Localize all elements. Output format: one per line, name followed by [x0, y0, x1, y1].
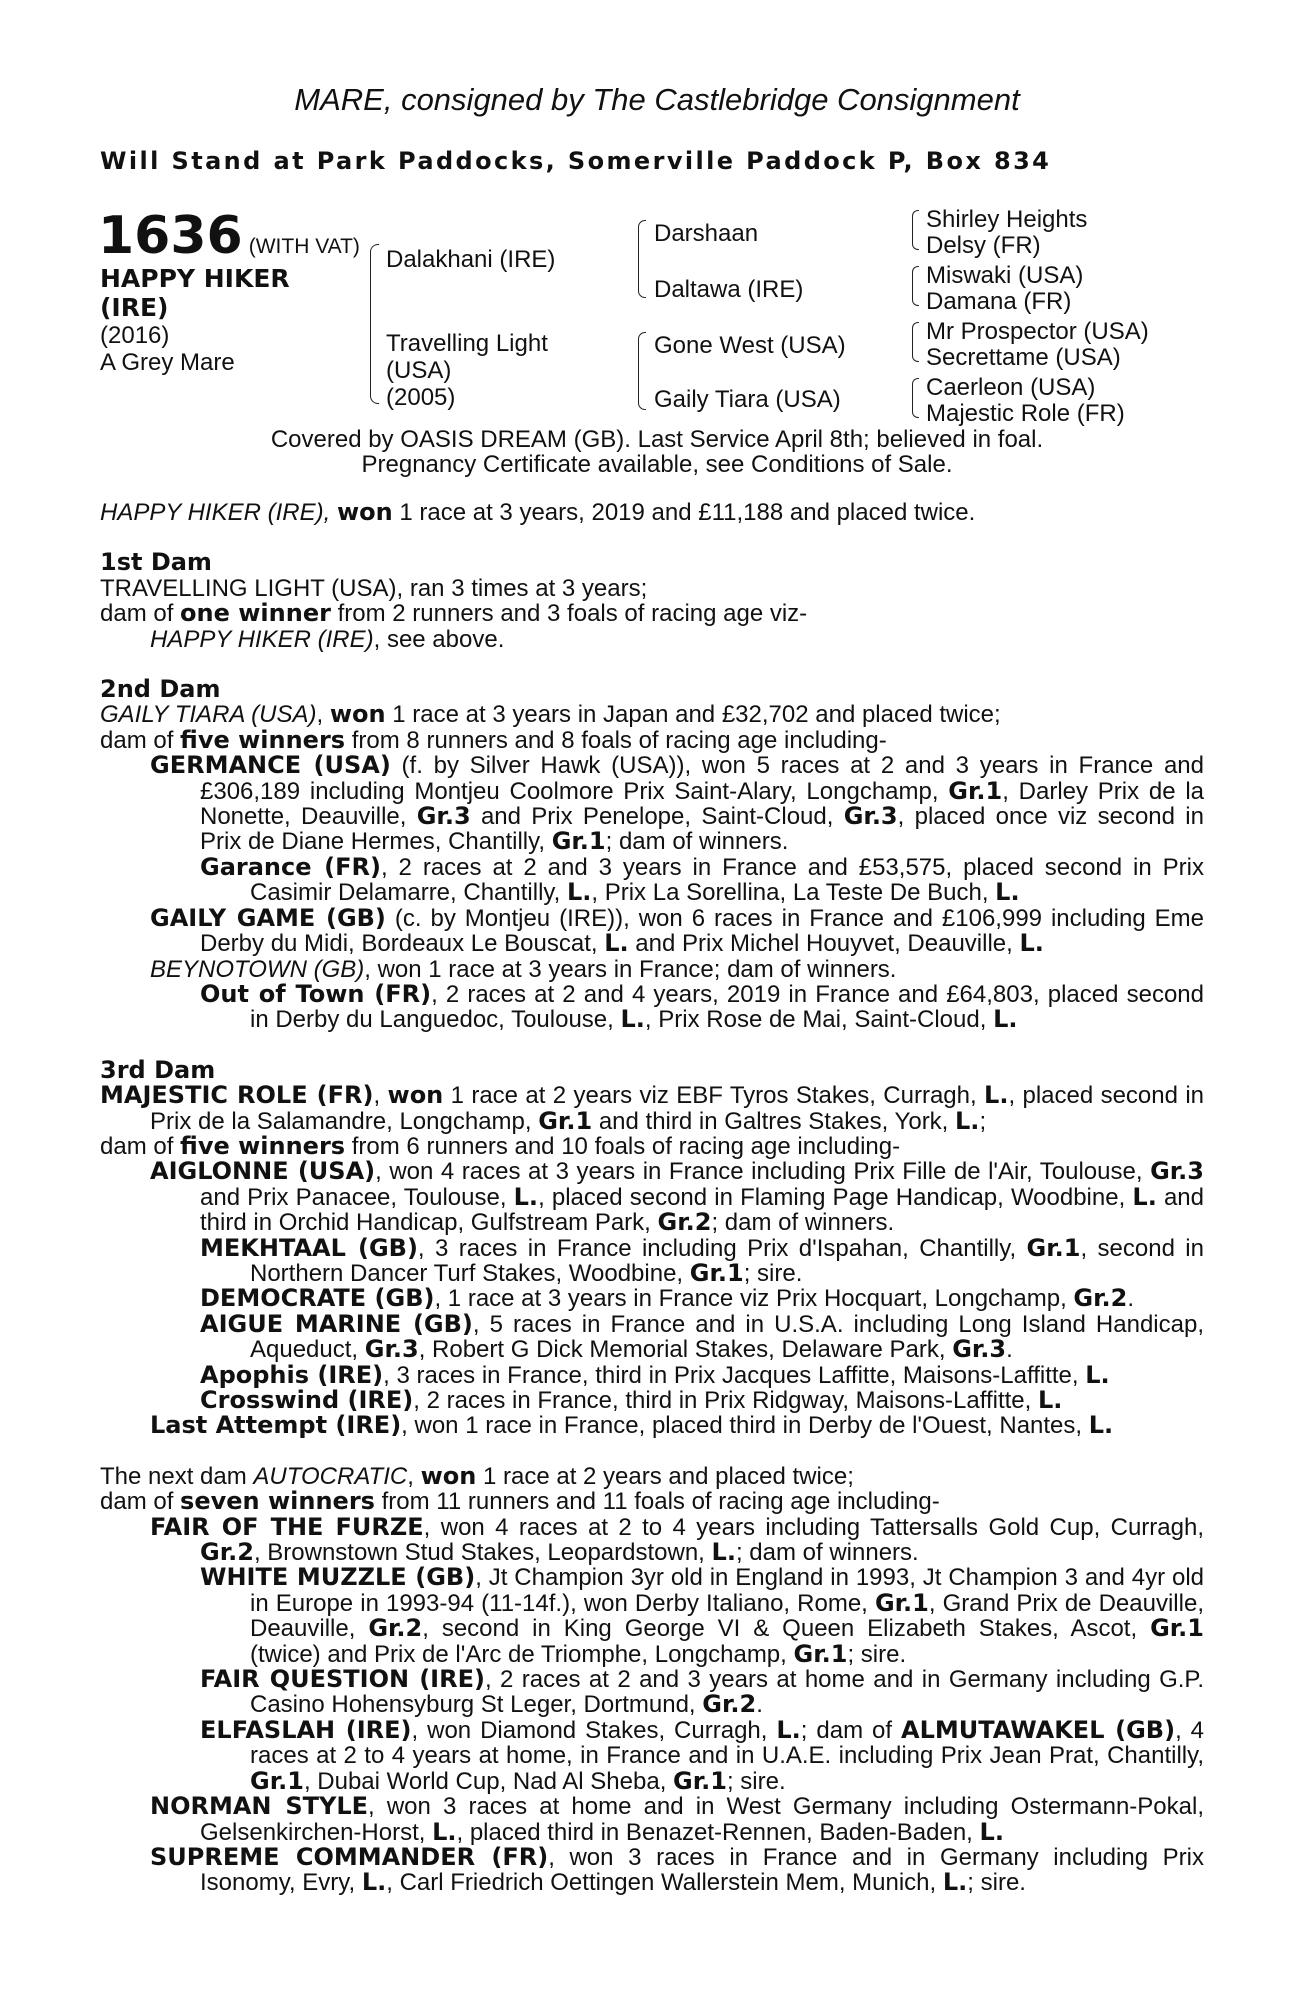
grade: L. — [955, 1106, 980, 1135]
pedigree-brace-3a — [912, 210, 919, 250]
text: from 2 runners and 3 foals of racing age viz- — [330, 600, 808, 628]
first-dam-offspring — [100, 627, 1204, 652]
grade: L. — [1085, 1360, 1110, 1389]
text: , won Diamond Stakes, Curragh, — [411, 1716, 777, 1744]
text: , placed second in Flaming Page Handicap, Woodbine, — [538, 1183, 1133, 1211]
text: , 2 races at 2 and 4 years, 2019 in France and £64,803, placed second in Derby du Languedoc, Toulouse, — [250, 980, 1204, 1034]
text: , Darley Prix de la Nonette, Deauville, — [200, 777, 1204, 831]
text: . — [1006, 1336, 1013, 1364]
covering-note — [0, 427, 1314, 477]
pedigree-sds: Miswaki (USA) — [926, 262, 1084, 289]
grade: L. — [995, 878, 1020, 907]
pedigree-ss: Darshaan — [654, 220, 759, 247]
offspring-name: AIGUE MARINE (GB) — [200, 1309, 473, 1338]
text: , Grand Prix de Deauville, Deauville, — [250, 1589, 1204, 1643]
text: 1 race at 3 years in Japan and £32,702 and placed twice; — [385, 701, 1001, 729]
offspring-name: ALMUTAWAKEL (GB) — [901, 1715, 1176, 1744]
won-label: won — [329, 700, 386, 729]
grade: Gr.1 — [948, 776, 1003, 805]
winners-count: one winner — [180, 599, 331, 628]
next-dam-produce — [100, 1489, 1204, 1514]
offspring-aigue-marine — [100, 1309, 1204, 1364]
grade: Gr.3 — [952, 1335, 1007, 1364]
grade: L. — [513, 1182, 539, 1211]
offspring-name: Garance (FR) — [200, 852, 381, 881]
section-gap — [100, 1439, 1204, 1464]
grade: Gr.3 — [1150, 1157, 1204, 1186]
grade: L. — [620, 1005, 645, 1034]
pedigree-ddd: Majestic Role (FR) — [926, 400, 1125, 427]
second-dam-line — [100, 702, 1204, 727]
offspring-name: Out of Town (FR) — [200, 979, 432, 1008]
offspring-democrate — [100, 1286, 1204, 1311]
text: (f. by Silver Hawk (USA)), won 5 races at 2 and 3 years in France and £306,189 including Montjeu Coolmore Prix Saint-Alary, Longchamp, — [200, 752, 1204, 805]
offspring-garance — [100, 852, 1204, 907]
won-label: won — [387, 1081, 444, 1110]
offspring-name: GAILY GAME (GB) — [150, 903, 386, 932]
pedigree-ds: Gone West (USA) — [654, 332, 846, 359]
horse-description: A Grey Mare — [100, 349, 235, 376]
pedigree-brace-1 — [370, 244, 379, 404]
text: , Jt Champion 3yr old in England in 1993, Jt Champion 3 and 4yr old in Europe in 1993-94 (11-14f.), won Derby Italiano, Rome, — [250, 1564, 1205, 1617]
offspring-name: Apophis (IRE) — [200, 1360, 384, 1389]
offspring-name: Crosswind (IRE) — [200, 1386, 414, 1414]
grade: L. — [776, 1715, 801, 1744]
vat-note: (WITH VAT) — [248, 235, 360, 258]
horse-name-line2: (IRE) — [100, 293, 169, 322]
offspring-supreme-commander — [100, 1842, 1204, 1897]
text: ; — [979, 1107, 987, 1135]
pedigree-brace-3b — [912, 266, 919, 306]
grade: L. — [604, 929, 629, 958]
offspring-name: DEMOCRATE (GB) — [200, 1284, 435, 1313]
grade: L. — [984, 1081, 1009, 1110]
offspring-crosswind — [100, 1388, 1204, 1413]
offspring-mekhtaal — [100, 1233, 1204, 1287]
text: , 4 races at 2 to 4 years at home, in France and in U.A.E. including Prix Jean Prat, Chantilly, — [250, 1716, 1205, 1770]
offspring-aiglonne — [100, 1159, 1204, 1235]
grade: Gr.1 — [874, 1588, 929, 1617]
catalogue-body — [100, 500, 1204, 1896]
consignor-title: MARE, consigned by The Castlebridge Consignment — [294, 82, 1020, 117]
text: , Dubai World Cup, Nad Al Sheba, — [303, 1767, 674, 1795]
foaling-year: (2016) — [100, 322, 170, 349]
text: , won 3 races at home and in West Germany including Ostermann-Pokal, Gelsenkirchen-Horst, — [200, 1793, 1204, 1846]
text: dam of — [100, 726, 181, 754]
offspring-fair-of-the-furze — [100, 1512, 1204, 1567]
offspring-name: Last Attempt (IRE) — [150, 1411, 402, 1440]
offspring-name: FAIR OF THE FURZE — [150, 1512, 424, 1541]
winners-count: five winners — [180, 725, 346, 754]
dam-name: MAJESTIC ROLE (FR) — [100, 1081, 374, 1110]
grade: Gr.1 — [1150, 1614, 1204, 1643]
first-dam-line: TRAVELLING LIGHT (USA), ran 3 times at 3 years; — [100, 574, 648, 602]
pedigree-dam-country: (USA) — [386, 357, 452, 384]
offspring-name: WHITE MUZZLE (GB) — [200, 1563, 476, 1592]
text: ; dam of — [800, 1716, 901, 1744]
text: , Prix La Sorellina, La Teste De Buch, — [591, 879, 996, 907]
text: dam of — [100, 1488, 181, 1516]
text: , won 4 races at 2 to 4 years including Tattersalls Gold Cup, Curragh, — [423, 1513, 1204, 1541]
dam-name: AUTOCRATIC — [253, 1462, 408, 1490]
text: , — [373, 1082, 388, 1110]
text: ; dam of winners. — [735, 1539, 919, 1567]
text: , second in King George VI & Queen Elizabeth Stakes, Ascot, — [422, 1615, 1151, 1643]
offspring-germance — [100, 753, 1204, 855]
covering-line2: Pregnancy Certificate available, see Conditions of Sale. — [361, 451, 953, 478]
covering-line1: Covered by OASIS DREAM (GB). Last Service April 8th; believed in foal. — [270, 426, 1044, 453]
text: , won 1 race at 3 years in France; dam of winners. — [364, 955, 897, 983]
grade: L. — [1088, 1411, 1114, 1440]
grade: L. — [361, 1868, 387, 1897]
grade: L. — [993, 1005, 1018, 1034]
text: , 3 races in France, third in Prix Jacques Laffitte, Maisons-Laffitte, — [383, 1361, 1086, 1389]
text: (c. by Montjeu (IRE)), won 6 races in France and £106,999 including Eme Derby du Midi, Bordeaux Le Bouscat, — [200, 904, 1205, 958]
offspring-name: BEYNOTOWN (GB) — [150, 955, 365, 983]
third-dam-heading: 3rd Dam — [100, 1055, 216, 1084]
grade: L. — [1019, 929, 1044, 958]
third-dam-line — [100, 1083, 1204, 1134]
pedigree-dsd: Secrettame (USA) — [926, 344, 1121, 371]
grade: Gr.1 — [673, 1766, 727, 1795]
summary-record: 1 race at 3 years, 2019 and £11,188 and placed twice. — [392, 499, 976, 526]
text: , placed second in Prix de la Salamandre, Longchamp, — [150, 1082, 1205, 1135]
grade: Gr.1 — [551, 827, 606, 856]
text: , placed third in Benazet-Rennen, Baden-Baden, — [456, 1818, 980, 1846]
text: , 3 races in France including Prix d'Ispahan, Chantilly, — [417, 1234, 1027, 1262]
pedigree-brace-2b — [638, 332, 646, 410]
summary-horse-name: HAPPY HIKER (IRE), — [100, 499, 331, 526]
text: . — [1127, 1285, 1135, 1313]
offspring-white-muzzle — [100, 1565, 1204, 1667]
offspring-name: AIGLONNE (USA) — [150, 1157, 376, 1186]
grade: Gr.1 — [689, 1258, 744, 1287]
grade: Gr.3 — [416, 802, 471, 831]
text: , second in Northern Dancer Turf Stakes, Woodbine, — [250, 1234, 1204, 1287]
horse-summary — [100, 500, 1204, 525]
grade: Gr.1 — [250, 1766, 304, 1795]
offspring-out-of-town — [100, 979, 1204, 1034]
text: , placed once viz second in Prix de Diane Hermes, Chantilly, — [200, 803, 1204, 856]
grade: Gr.2 — [702, 1690, 757, 1719]
grade: L. — [979, 1817, 1004, 1846]
offspring-beynotown — [100, 957, 1204, 982]
grade: Gr.1 — [538, 1106, 593, 1135]
text: , Brownstown Stud Stakes, Leopardstown, — [253, 1539, 712, 1567]
offspring-name: HAPPY HIKER (IRE) — [150, 625, 374, 653]
offspring-apophis — [100, 1360, 1204, 1389]
offspring-name: NORMAN STYLE — [150, 1792, 369, 1821]
second-dam-heading: 2nd Dam — [100, 675, 221, 704]
offspring-gaily-game — [100, 903, 1205, 958]
pedigree-ssd: Delsy (FR) — [926, 232, 1041, 259]
pedigree-brace-2a — [638, 220, 646, 298]
summary-won: won — [336, 498, 393, 526]
text: , Carl Friedrich Oettingen Wallerstein Mem, Munich, — [386, 1869, 943, 1897]
pedigree-dam — [386, 330, 548, 411]
section-gap — [100, 1033, 1204, 1058]
text: , 2 races at 2 and 3 years in France and £53,575, placed second in Prix Casimir Delamarre, Chantilly, — [250, 853, 1204, 907]
grade: Gr.2 — [657, 1208, 712, 1237]
section-gap — [100, 652, 1204, 677]
lot-number: 1636 — [98, 206, 243, 266]
offspring-last-attempt — [100, 1413, 1204, 1438]
grade: L. — [1037, 1386, 1063, 1414]
lot-number-block — [98, 206, 360, 266]
pedigree-sdd: Damana (FR) — [926, 288, 1072, 315]
offspring-norman-style — [100, 1794, 1204, 1845]
horse-name — [100, 264, 360, 322]
offspring-name: SUPREME COMMANDER (FR) — [150, 1842, 549, 1871]
horse-details — [100, 322, 235, 376]
grade: Gr.1 — [793, 1639, 848, 1668]
text: ; dam of winners. — [711, 1209, 895, 1237]
grade: Gr.1 — [1026, 1233, 1081, 1262]
next-dam-line — [100, 1461, 1204, 1490]
text: , Robert G Dick Memorial Stakes, Delaware Park, — [418, 1336, 953, 1364]
first-dam-heading: 1st Dam — [100, 548, 212, 577]
text: The next dam — [100, 1462, 254, 1490]
text: and Prix Michel Houyvet, Deauville, — [628, 930, 1020, 958]
pedigree-brace-3d — [912, 378, 919, 418]
stand-location: Will Stand at Park Paddocks, Somerville Paddock P, Box 834 — [100, 147, 1052, 175]
grade: Gr.2 — [1073, 1284, 1128, 1313]
text: and Prix Penelope, Saint-Cloud, — [470, 803, 844, 831]
grade: L. — [942, 1868, 968, 1897]
horse-name-line1: HAPPY HIKER — [100, 264, 290, 293]
text: and Prix Panacee, Toulouse, — [200, 1183, 514, 1211]
text: and third in Orchid Handicap, Gulfstream Park, — [200, 1183, 1205, 1237]
offspring-name: ELFASLAH (IRE) — [200, 1715, 412, 1744]
pedigree-dds: Caerleon (USA) — [926, 374, 1096, 401]
text: , Prix Rose de Mai, Saint-Cloud, — [644, 1006, 994, 1034]
text: from 8 runners and 8 foals of racing age including- — [345, 726, 887, 754]
text: from 6 runners and 10 foals of racing age including- — [345, 1132, 901, 1160]
text: ; sire. — [967, 1869, 1026, 1897]
pedigree-dd: Gaily Tiara (USA) — [654, 386, 841, 413]
pedigree-dam-name: Travelling Light — [386, 330, 548, 357]
third-dam-produce — [100, 1131, 1204, 1160]
text: and third in Galtres Stakes, York, — [592, 1107, 956, 1135]
winners-count: five winners — [180, 1131, 346, 1160]
won-label: won — [420, 1461, 477, 1490]
offspring-name: MEKHTAAL (GB) — [200, 1233, 418, 1262]
grade: Gr.2 — [368, 1614, 423, 1643]
text: , 5 races in France and in U.S.A. including Long Island Handicap, Aqueduct, — [250, 1310, 1204, 1364]
text: , 2 races at 2 and 3 years at home and in Germany including G.P. Casino Hohensyburg St Leger, Dortmund, — [250, 1666, 1204, 1719]
text: , won 4 races at 3 years in France including Prix Fille de l'Air, Toulouse, — [375, 1158, 1151, 1186]
section-gap — [100, 525, 1204, 550]
pedigree-sd: Daltawa (IRE) — [654, 276, 804, 303]
text: ; sire. — [726, 1767, 786, 1795]
offspring-name: FAIR QUESTION (IRE) — [200, 1665, 485, 1694]
second-dam-produce — [100, 725, 1204, 754]
text: , 1 race at 3 years in France viz Prix Hocquart, Longchamp, — [434, 1285, 1074, 1313]
grade: Gr.3 — [843, 802, 898, 831]
text: dam of — [100, 600, 181, 628]
text: , 2 races in France, third in Prix Ridgway, Maisons-Laffitte, — [413, 1387, 1038, 1414]
pedigree-dss: Mr Prospector (USA) — [926, 318, 1149, 345]
winners-count: seven winners — [180, 1487, 375, 1516]
offspring-fair-question — [100, 1667, 1204, 1718]
text: ; sire. — [847, 1640, 907, 1668]
text: . — [756, 1691, 763, 1719]
offspring-name: GERMANCE (USA) — [150, 751, 391, 780]
pedigree-dam-year: (2005) — [386, 384, 456, 411]
first-dam-produce — [100, 601, 1204, 626]
offspring-elfaslah — [100, 1715, 1205, 1795]
grade: L. — [1132, 1182, 1157, 1211]
text: , won 1 race in France, placed third in Derby de l'Ouest, Nantes, — [401, 1412, 1089, 1440]
grade: L. — [566, 878, 592, 907]
text: ; dam of winners. — [605, 828, 789, 856]
text: , — [316, 701, 330, 729]
grade: Gr.2 — [200, 1538, 254, 1567]
text: , — [407, 1462, 421, 1490]
text: 1 race at 2 years and placed twice; — [476, 1462, 854, 1490]
text: 1 race at 2 years viz EBF Tyros Stakes, Curragh, — [443, 1082, 985, 1110]
pedigree-brace-3c — [912, 322, 919, 362]
text: ; sire. — [743, 1259, 803, 1287]
text: , won 3 races in France and in Germany including Prix Isonomy, Evry, — [200, 1843, 1204, 1897]
text: (twice) and Prix de l'Arc de Triomphe, Longchamp, — [250, 1640, 794, 1668]
grade: L. — [711, 1538, 736, 1567]
text: dam of — [100, 1132, 181, 1160]
text: from 11 runners and 11 foals of racing age including- — [374, 1488, 940, 1516]
grade: L. — [432, 1817, 457, 1846]
grade: Gr.3 — [364, 1335, 419, 1364]
pedigree-sire: Dalakhani (IRE) — [386, 246, 556, 273]
dam-name: GAILY TIARA (USA) — [100, 701, 317, 729]
text: , see above. — [373, 625, 505, 653]
pedigree-sss: Shirley Heights — [926, 206, 1088, 233]
